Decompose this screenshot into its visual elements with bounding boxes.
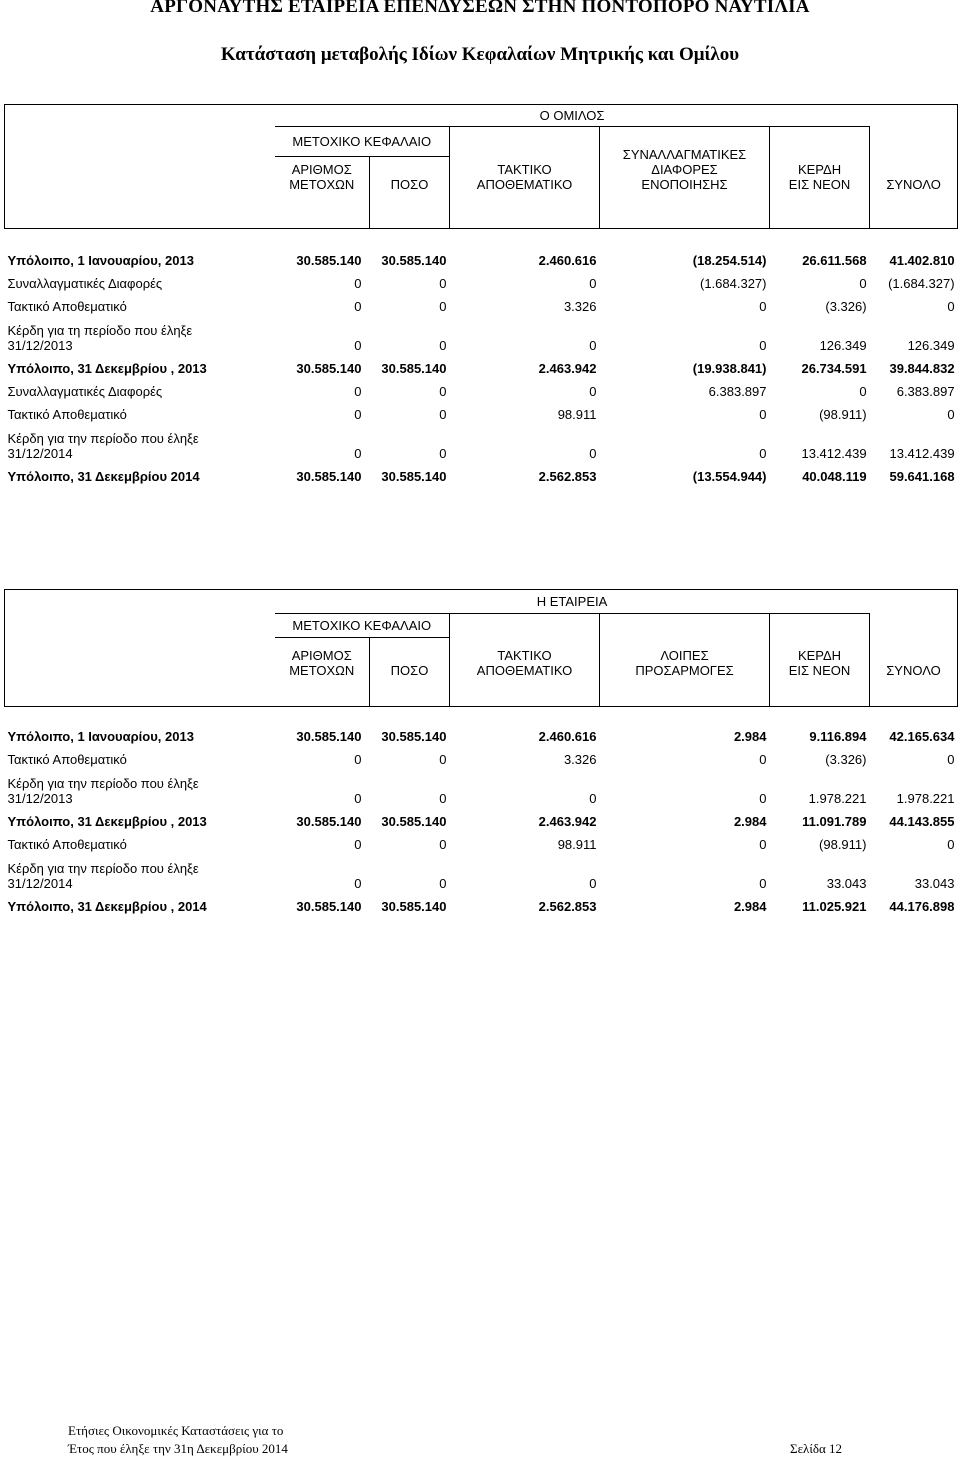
- row-label-line: Τακτικό Αποθεματικό: [7, 406, 127, 422]
- footer-line-1: Ετήσιες Οικονομικές Καταστάσεις για το: [68, 1423, 284, 1438]
- cell-value: 30.585.140: [296, 360, 362, 376]
- cell-value: 6.383.897: [896, 383, 955, 399]
- cell-value: 0: [589, 790, 597, 806]
- cell-value: 3.326: [563, 298, 597, 314]
- group-section-title: Ο ΟΜΙΛΟΣ: [275, 105, 870, 127]
- company-equity-table: [4, 589, 958, 914]
- cell-value: 13.412.439: [889, 445, 955, 461]
- cell-value: 0: [354, 337, 362, 353]
- company-amount-header: ΠΟΣΟ: [370, 638, 450, 678]
- row-label: [5, 422, 275, 461]
- cell-value: 0: [439, 383, 447, 399]
- row-label-line: Υπόλοιπο, 31 Δεκεμβρίου , 2013: [7, 813, 207, 829]
- company-rows: [5, 707, 958, 914]
- cell-value: 0: [439, 275, 447, 291]
- cell-value: 30.585.140: [381, 468, 447, 484]
- row-label: [5, 461, 275, 484]
- row-label: [5, 744, 275, 767]
- group-profit-header: ΚΕΡΔΗ ΕΙΣ ΝΕΟΝ: [770, 157, 870, 192]
- group-equity-table: [4, 104, 958, 484]
- row-label: [5, 852, 275, 891]
- table-row: [5, 721, 958, 744]
- cell-value: (3.326): [825, 751, 867, 767]
- cell-value: 2.562.853: [538, 468, 597, 484]
- cell-value: 2.463.942: [538, 813, 597, 829]
- row-label: [5, 376, 275, 399]
- row-label: [5, 721, 275, 744]
- table-row: [5, 314, 958, 353]
- row-label-line: Υπόλοιπο, 31 Δεκεμβρίου , 2014: [7, 898, 207, 914]
- row-label-line: Υπόλοιπο, 31 Δεκεμβρίου 2014: [7, 468, 200, 484]
- cell-value: 30.585.140: [381, 728, 447, 744]
- row-label: [5, 245, 275, 268]
- cell-value: 126.349: [907, 337, 955, 353]
- cell-value: (19.938.841): [692, 360, 767, 376]
- cell-value: 0: [759, 751, 767, 767]
- cell-value: 30.585.140: [381, 360, 447, 376]
- cell-value: 0: [759, 790, 767, 806]
- cell-value: 0: [354, 445, 362, 461]
- cell-value: 0: [589, 383, 597, 399]
- table-row: [5, 806, 958, 829]
- row-label-line: Υπόλοιπο, 1 Ιανουαρίου, 2013: [7, 728, 194, 744]
- cell-value: 126.349: [819, 337, 867, 353]
- cell-value: 26.611.568: [802, 252, 867, 268]
- cell-value: 44.143.855: [889, 813, 955, 829]
- table-row: [5, 245, 958, 268]
- row-label-line: Υπόλοιπο, 1 Ιανουαρίου, 2013: [7, 252, 194, 268]
- cell-value: 1.978.221: [808, 790, 867, 806]
- company-share-capital-header: ΜΕΤΟΧΙΚΟ ΚΕΦΑΛΑΙΟ: [275, 614, 450, 638]
- table-row: [5, 891, 958, 914]
- row-label-line: Τακτικό Αποθεματικό: [7, 836, 127, 852]
- cell-value: 0: [354, 406, 362, 422]
- cell-value: 0: [759, 298, 767, 314]
- cell-value: 11.091.789: [802, 813, 867, 829]
- cell-value: 0: [859, 383, 867, 399]
- cell-value: 0: [354, 875, 362, 891]
- row-label-line: Κέρδη για τη περίοδο που έληξε: [7, 322, 193, 338]
- cell-value: 42.165.634: [889, 728, 955, 744]
- cell-value: (13.554.944): [692, 468, 767, 484]
- company-section-title: Η ΕΤΑΙΡΕΙΑ: [275, 590, 870, 614]
- company-total-header: ΣΥΝΟΛΟ: [870, 638, 958, 678]
- cell-value: (3.326): [825, 298, 867, 314]
- cell-value: 30.585.140: [296, 252, 362, 268]
- cell-value: 44.176.898: [889, 898, 955, 914]
- cell-value: 0: [589, 445, 597, 461]
- cell-value: 2.984: [733, 813, 767, 829]
- cell-value: (98.911): [819, 406, 867, 422]
- cell-value: (18.254.514): [692, 252, 767, 268]
- cell-value: 1.978.221: [896, 790, 955, 806]
- group-rows: [5, 229, 958, 484]
- row-label: [5, 767, 275, 806]
- cell-value: 98.911: [557, 836, 597, 852]
- group-total-header: ΣΥΝΟΛΟ: [870, 157, 958, 192]
- cell-value: 59.641.168: [889, 468, 955, 484]
- cell-value: (98.911): [819, 836, 867, 852]
- cell-value: 33.043: [914, 875, 955, 891]
- cell-value: 0: [439, 406, 447, 422]
- company-other-header: ΛΟΙΠΕΣ ΠΡΟΣΑΡΜΟΓΕΣ: [600, 638, 770, 678]
- cell-value: 0: [947, 298, 955, 314]
- cell-value: 41.402.810: [889, 252, 955, 268]
- footer-page-number: Σελίδα 12: [790, 1441, 843, 1456]
- table-row: [5, 376, 958, 399]
- row-label-line: Τακτικό Αποθεματικό: [7, 298, 127, 314]
- table-row: [5, 399, 958, 422]
- cell-value: 13.412.439: [801, 445, 867, 461]
- row-label-line: 31/12/2013: [7, 337, 73, 353]
- cell-value: 2.562.853: [538, 898, 597, 914]
- cell-value: 0: [947, 836, 955, 852]
- cell-value: 0: [439, 445, 447, 461]
- cell-value: 0: [439, 790, 447, 806]
- cell-value: 30.585.140: [381, 813, 447, 829]
- cell-value: 11.025.921: [802, 898, 867, 914]
- cell-value: 3.326: [563, 751, 597, 767]
- cell-value: 30.585.140: [296, 813, 362, 829]
- row-label-line: Τακτικό Αποθεματικό: [7, 751, 127, 767]
- cell-value: 0: [354, 790, 362, 806]
- company-profit-header: ΚΕΡΔΗ ΕΙΣ ΝΕΟΝ: [770, 638, 870, 678]
- cell-value: 0: [589, 875, 597, 891]
- cell-value: 9.116.894: [809, 728, 867, 744]
- table-row: [5, 744, 958, 767]
- row-label: [5, 353, 275, 376]
- company-reserve-header: ΤΑΚΤΙΚΟ ΑΠΟΘΕΜΑΤΙΚΟ: [450, 638, 600, 678]
- cell-value: 0: [354, 298, 362, 314]
- cell-value: 0: [439, 875, 447, 891]
- row-label-line: Κέρδη για την περίοδο που έληξε: [7, 775, 199, 791]
- table-row: [5, 767, 958, 806]
- cell-value: 0: [759, 836, 767, 852]
- row-label-line: Κέρδη για την περίοδο που έληξε: [7, 860, 199, 876]
- cell-value: 0: [589, 275, 597, 291]
- row-label-line: Συναλλαγματικές Διαφορές: [7, 383, 163, 399]
- row-label: [5, 829, 275, 852]
- row-label: [5, 806, 275, 829]
- group-shares-header: ΑΡΙΘΜΟΣ ΜΕΤΟΧΩΝ: [289, 161, 355, 192]
- cell-value: 30.585.140: [381, 898, 447, 914]
- cell-value: 0: [759, 406, 767, 422]
- company-shares-header: ΑΡΙΘΜΟΣ ΜΕΤΟΧΩΝ: [289, 647, 355, 678]
- statement-title: Κατάσταση μεταβολής Ιδίων Κεφαλαίων Μητρικής και Ομίλου: [220, 44, 740, 65]
- cell-value: 26.734.591: [801, 360, 867, 376]
- table-row: [5, 353, 958, 376]
- row-label: [5, 891, 275, 914]
- cell-value: 0: [354, 383, 362, 399]
- cell-value: (1.684.327): [888, 275, 955, 291]
- table-row: [5, 268, 958, 291]
- cell-value: 0: [439, 337, 447, 353]
- row-label: [5, 291, 275, 314]
- row-label: [5, 268, 275, 291]
- cell-value: 98.911: [557, 406, 597, 422]
- row-label-line: Συναλλαγματικές Διαφορές: [7, 275, 163, 291]
- cell-value: 0: [759, 875, 767, 891]
- cell-value: 2.460.616: [538, 252, 597, 268]
- cell-value: 0: [947, 751, 955, 767]
- cell-value: 30.585.140: [296, 898, 362, 914]
- cell-value: 40.048.119: [802, 468, 867, 484]
- cell-value: 2.460.616: [538, 728, 597, 744]
- cell-value: 30.585.140: [296, 468, 362, 484]
- table-row: [5, 852, 958, 891]
- group-amount-header: ΠΟΣΟ: [370, 157, 450, 192]
- footer-line-2: Έτος που έληξε την 31η Δεκεμβρίου 2014: [68, 1441, 288, 1456]
- row-label-line: Υπόλοιπο, 31 Δεκεμβρίου , 2013: [7, 360, 207, 376]
- row-label-line: 31/12/2013: [7, 790, 73, 806]
- cell-value: 33.043: [826, 875, 867, 891]
- cell-value: 0: [439, 836, 447, 852]
- group-share-capital-header: ΜΕΤΟΧΙΚΟ ΚΕΦΑΛΑΙΟ: [275, 127, 450, 157]
- row-label-line: Κέρδη για την περίοδο που έληξε: [7, 430, 199, 446]
- cell-value: 6.383.897: [708, 383, 767, 399]
- cell-value: 0: [354, 751, 362, 767]
- table-row: [5, 422, 958, 461]
- cell-value: 0: [859, 275, 867, 291]
- cell-value: 0: [354, 836, 362, 852]
- table-row: [5, 461, 958, 484]
- cell-value: 30.585.140: [296, 728, 362, 744]
- group-reserve-header: ΤΑΚΤΙΚΟ ΑΠΟΘΕΜΑΤΙΚΟ: [450, 157, 600, 192]
- row-label: [5, 314, 275, 353]
- cell-value: 2.463.942: [538, 360, 597, 376]
- cell-value: 0: [759, 337, 767, 353]
- cell-value: 39.844.832: [889, 360, 955, 376]
- cell-value: 0: [589, 337, 597, 353]
- cell-value: 2.984: [733, 898, 767, 914]
- row-label-line: 31/12/2014: [7, 445, 73, 461]
- cell-value: (1.684.327): [700, 275, 767, 291]
- row-label: [5, 399, 275, 422]
- cell-value: 0: [947, 406, 955, 422]
- cell-value: 0: [759, 445, 767, 461]
- cell-value: 30.585.140: [381, 252, 447, 268]
- group-fx-header: ΣΥΝΑΛΛΑΓΜΑΤΙΚΕΣ ΔΙΑΦΟΡΕΣ ΕΝΟΠΟΙΗΣΗΣ: [600, 127, 770, 192]
- table-row: [5, 829, 958, 852]
- row-label-line: 31/12/2014: [7, 875, 73, 891]
- table-row: [5, 291, 958, 314]
- cell-value: 0: [439, 751, 447, 767]
- cell-value: 0: [439, 298, 447, 314]
- company-title: ΑΡΓΟΝΑΥΤΗΣ ΕΤΑΙΡΕΙΑ ΕΠΕΝΔΥΣΕΩΝ ΣΤΗΝ ΠΟΝΤΟΠΟΡΟ ΝΑΥΤΙΛΙΑ: [150, 0, 810, 17]
- cell-value: 2.984: [733, 728, 767, 744]
- cell-value: 0: [354, 275, 362, 291]
